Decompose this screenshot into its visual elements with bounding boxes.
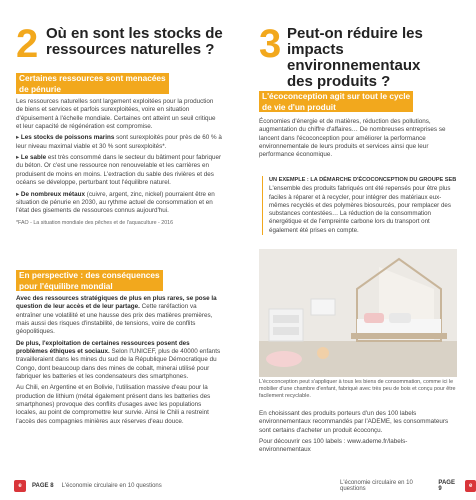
- subheading-tag: Certaines ressources sont menacées de pénurie: [16, 73, 169, 94]
- labels-link[interactable]: Pour découvrir ces 100 labels : www.ademe.fr/labels-environnementaux: [259, 438, 408, 454]
- bedroom-photo: [259, 249, 457, 377]
- body-text-2: Avec des ressources stratégiques de plus en plus rares, se pose la question de leur accès et de leur partage. Cette raréfaction va entraîner une volatilité et une hausse des prix des matières premières, mais aussi des risques d'instabilité, de tensions, voire de conflits géopolitiques. De plus, l'exploitation de certaines ressources posent des problèmes éthiques et sociaux. Selon l'UNICEF, plus de 40000 enfants travailleraient dans les mines du sud de la République Démocratique du Congo, dont beaucoup dans des mines de cobalt, minerai utilisé pour fabriquer les batteries et les condensateurs des smartphones. Au Chili, en Argentine et en Bolivie, l'utilisation massive d'eau pour la production de lithium (métal également présent dans les batteries des smartphones) provoque des conflits d'usages avec les populations locales, au point de compromettre leur survie. Ainsi le Chili a restreint l'accès des compagnies minières aux réserves d'eau douce.: [16, 295, 221, 425]
- page-number: PAGE 8: [32, 483, 54, 489]
- logo-icon: e: [14, 480, 26, 492]
- section-heading-3: Peut-on réduire les impacts environnementaux des produits ?: [287, 25, 423, 90]
- subheading-tag-2: En perspective : des conséquences pour l'équilibre mondial: [16, 270, 163, 291]
- body-text: Les ressources naturelles sont largement exploitées pour la production de biens et services et parfois surexploitées, voire en situation d'épuisement à l'échelle mondiale. Certaines ont atteint un seuil critique et leur capacité de régénération est compromise. ▸ Les stocks de poissons marins sont surexploités pour près de 60 % à leur niveau maximal viable et 30 % sont surexploités*. ▸ Le sable est très consommé dans le secteur du bâtiment pour fabriquer du béton. Or c'est une ressource non renouvelable et les carrières en produisent de moins en moins. L'extraction du sable des rivières et des océans se développe, perturbant tout l'équilibre naturel. ▸ De nombreux métaux (cuivre, argent, zinc, nickel) pourraient être en situation de pénurie en 2030, au rythme actuel de consommation et en l'état des gisements de ressources connus aujourd'hui. *FAO - La situation mondiale des pêches et de l'aquaculture - 2016: [16, 98, 222, 226]
- footer-title-right: L'économie circulaire en 10 questions: [340, 480, 413, 492]
- logo-icon-right: e: [465, 480, 476, 492]
- example-box: UN EXEMPLE : LA DÉMARCHE D'ÉCOCONCEPTION DU GROUPE SEB L'ensemble des produits fabriqués ont été repensés pour être plus faciles à réparer et à recycler, pour intégrer des matériaux eux-mêmes recyclés et des polymères biosourcés, pour remplacer des substances contestées… La réduction de la consommation énergétique et de l'empreinte carbone lors du transport ont également été prises en compte.: [262, 176, 458, 235]
- page-footer-right: [340, 472, 476, 500]
- footer-title: L'économie circulaire en 10 questions: [61, 483, 162, 489]
- section-number: 2: [16, 22, 39, 66]
- body-text-4: En choisissant des produits porteurs d'un des 100 labels environnementaux recommandés par l'ADEME, les consommateurs sont certains d'acheter un produit écoconçu. Pour découvrir ces 100 labels : www.ademe.fr/labels-environnementaux: [259, 410, 459, 458]
- page-footer: [14, 472, 162, 500]
- section-heading: Où en sont les stocks de ressources naturelles ?: [46, 25, 223, 58]
- page-number-right: PAGE 9: [438, 480, 455, 492]
- photo-caption: L'écoconception peut s'appliquer à tous les biens de consommation, comme ici le mobilier d'une chambre d'enfant, fabriqué avec très peu de bois et conçu pour être facilement recyclable.: [259, 379, 456, 399]
- footnote: *FAO - La situation mondiale des pêches et de l'aquaculture - 2016: [16, 219, 174, 226]
- section-number-3: 3: [259, 22, 282, 66]
- subheading-tag-3: L'écoconception agit sur tout le cycle de vie d'un produit: [259, 91, 413, 112]
- body-text-3: Économies d'énergie et de matières, réduction des pollutions, augmentation du chiffre d'affaires… De nombreuses entreprises se lancent dans l'écoconception pour améliorer la performance environnementale de leurs produits et services ainsi que leur performance économique.: [259, 118, 446, 159]
